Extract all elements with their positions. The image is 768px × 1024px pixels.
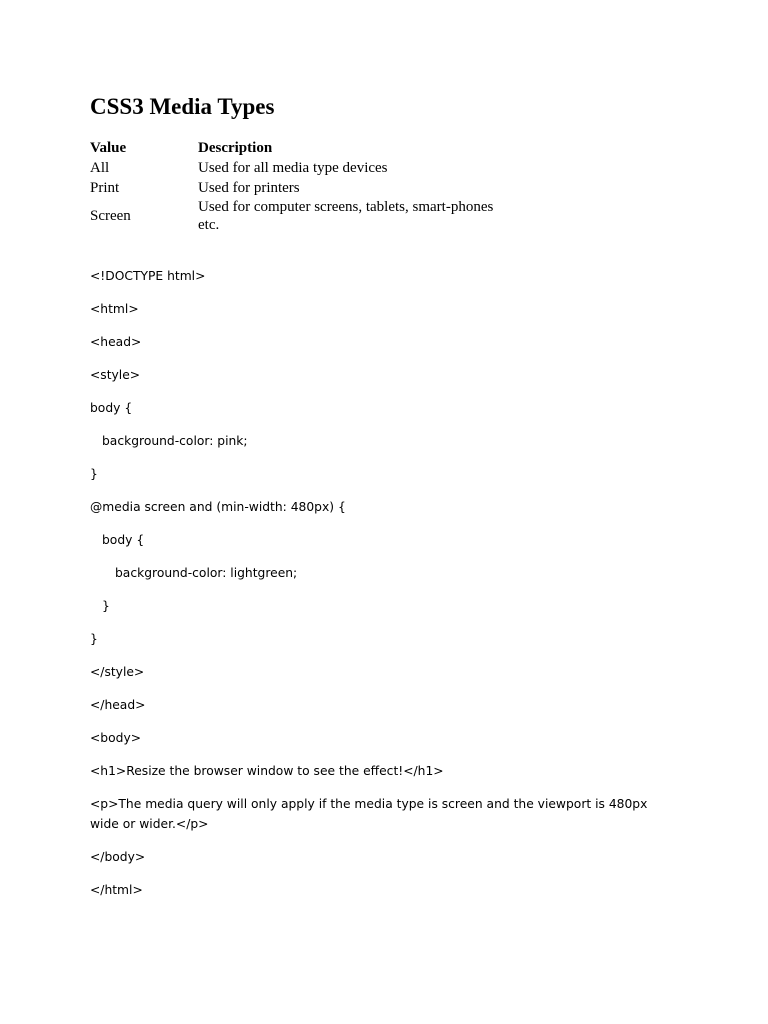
code-line: </body> [90,850,146,864]
media-types-table [90,138,508,234]
code-line: body { [90,401,133,415]
code-line: </head> [90,698,146,712]
code-line: } [90,467,98,481]
code-line: } [102,599,110,613]
code-line: <body> [90,731,142,745]
code-example [90,266,650,913]
value-column-header: Value [90,140,127,156]
code-line: } [90,632,98,646]
code-line: <!DOCTYPE html> [90,269,206,283]
code-line: body { [102,533,145,547]
code-line: @media screen and (min-width: 480px) { [90,500,346,514]
table-row [90,178,508,198]
code-line: background-color: pink; [102,434,248,448]
code-line: </html> [90,883,143,897]
media-type-value: Print [90,180,120,196]
code-line: <style> [90,368,141,382]
media-type-description: Used for all media type devices [198,160,388,176]
code-line: <html> [90,302,139,316]
table-row [90,158,508,178]
page-title: CSS3 Media Types [90,94,275,119]
code-line: background-color: lightgreen; [115,566,298,580]
code-line: <p>The media query will only apply if the media type is screen and the viewport is 480px wide or wider.</p> [90,797,652,831]
code-line: <head> [90,335,142,349]
media-type-description: Used for printers [198,180,300,196]
media-type-value: All [90,160,110,176]
code-line: <h1>Resize the browser window to see the effect!</h1> [90,764,444,778]
description-column-header: Description [198,140,273,156]
media-type-value: Screen [90,208,131,224]
media-type-description: Used for computer screens, tablets, smart-phones etc. [198,199,494,233]
code-line: </style> [90,665,145,679]
table-header-row [90,138,508,158]
table-row [90,198,508,234]
